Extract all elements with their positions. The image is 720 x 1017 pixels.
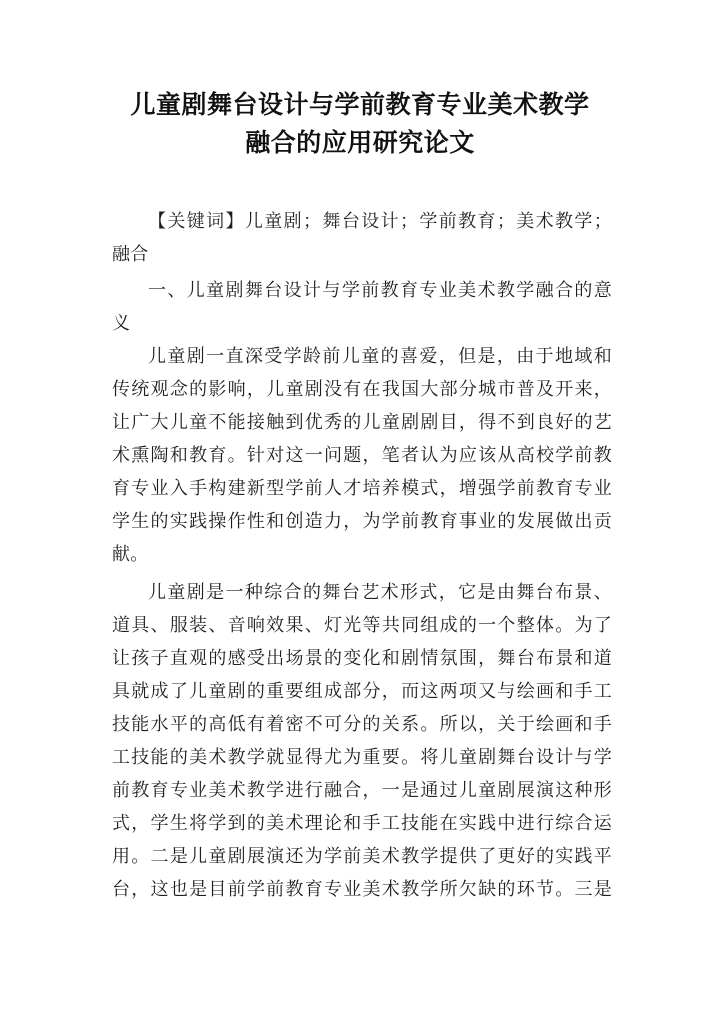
section-heading-line: 义 (112, 313, 131, 334)
paragraph-line: 传统观念的影响，儿童剧没有在我国大部分城市普及开来， (112, 379, 612, 400)
keywords-line: 融合 (112, 244, 149, 265)
paragraph-2 (112, 576, 612, 906)
paragraph-line: 工技能的美术教学就显得尤为重要。将儿童剧舞台设计与学 (112, 747, 612, 768)
section-heading (112, 274, 612, 340)
paragraph-1 (112, 340, 612, 571)
paragraph-line: 儿童剧一直深受学龄前儿童的喜爱，但是，由于地域和 (148, 346, 612, 367)
document-title-line-2: 融合的应用研究论文 (245, 128, 475, 157)
paragraph-line: 台，这也是目前学前教育专业美术教学所欠缺的环节。三是 (112, 879, 612, 900)
paragraph-line: 式，学生将学到的美术理论和手工技能在实践中进行综合运 (112, 813, 612, 834)
paragraph-line: 技能水平的高低有着密不可分的关系。所以，关于绘画和手 (112, 714, 612, 735)
section-heading-line: 一、儿童剧舞台设计与学前教育专业美术教学融合的意 (148, 280, 612, 301)
keywords-block (112, 205, 612, 271)
keywords-line: 【关键词】儿童剧；舞台设计；学前教育；美术教学； (148, 211, 612, 232)
paragraph-line: 献。 (112, 544, 149, 565)
paragraph-line: 育专业入手构建新型学前人才培养模式，增强学前教育专业 (112, 478, 612, 499)
paragraph-line: 儿童剧是一种综合的舞台艺术形式，它是由舞台布景、 (148, 582, 612, 603)
paragraph-line: 前教育专业美术教学进行融合，一是通过儿童剧展演这种形 (112, 780, 612, 801)
paragraph-line: 用。二是儿童剧展演还为学前美术教学提供了更好的实践平 (112, 846, 612, 867)
paragraph-line: 道具、服装、音响效果、灯光等共同组成的一个整体。为了 (112, 615, 612, 636)
paragraph-line: 让广大儿童不能接触到优秀的儿童剧剧目，得不到良好的艺 (112, 412, 612, 433)
paragraph-line: 让孩子直观的感受出场景的变化和剧情氛围，舞台布景和道 (112, 648, 612, 669)
paragraph-line: 学生的实践操作性和创造力，为学前教育事业的发展做出贡 (112, 511, 612, 532)
paragraph-line: 术熏陶和教育。针对这一问题，笔者认为应该从高校学前教 (112, 445, 612, 466)
paragraph-line: 具就成了儿童剧的重要组成部分，而这两项又与绘画和手工 (112, 681, 612, 702)
document-title-line-1: 儿童剧舞台设计与学前教育专业美术教学 (130, 90, 590, 119)
